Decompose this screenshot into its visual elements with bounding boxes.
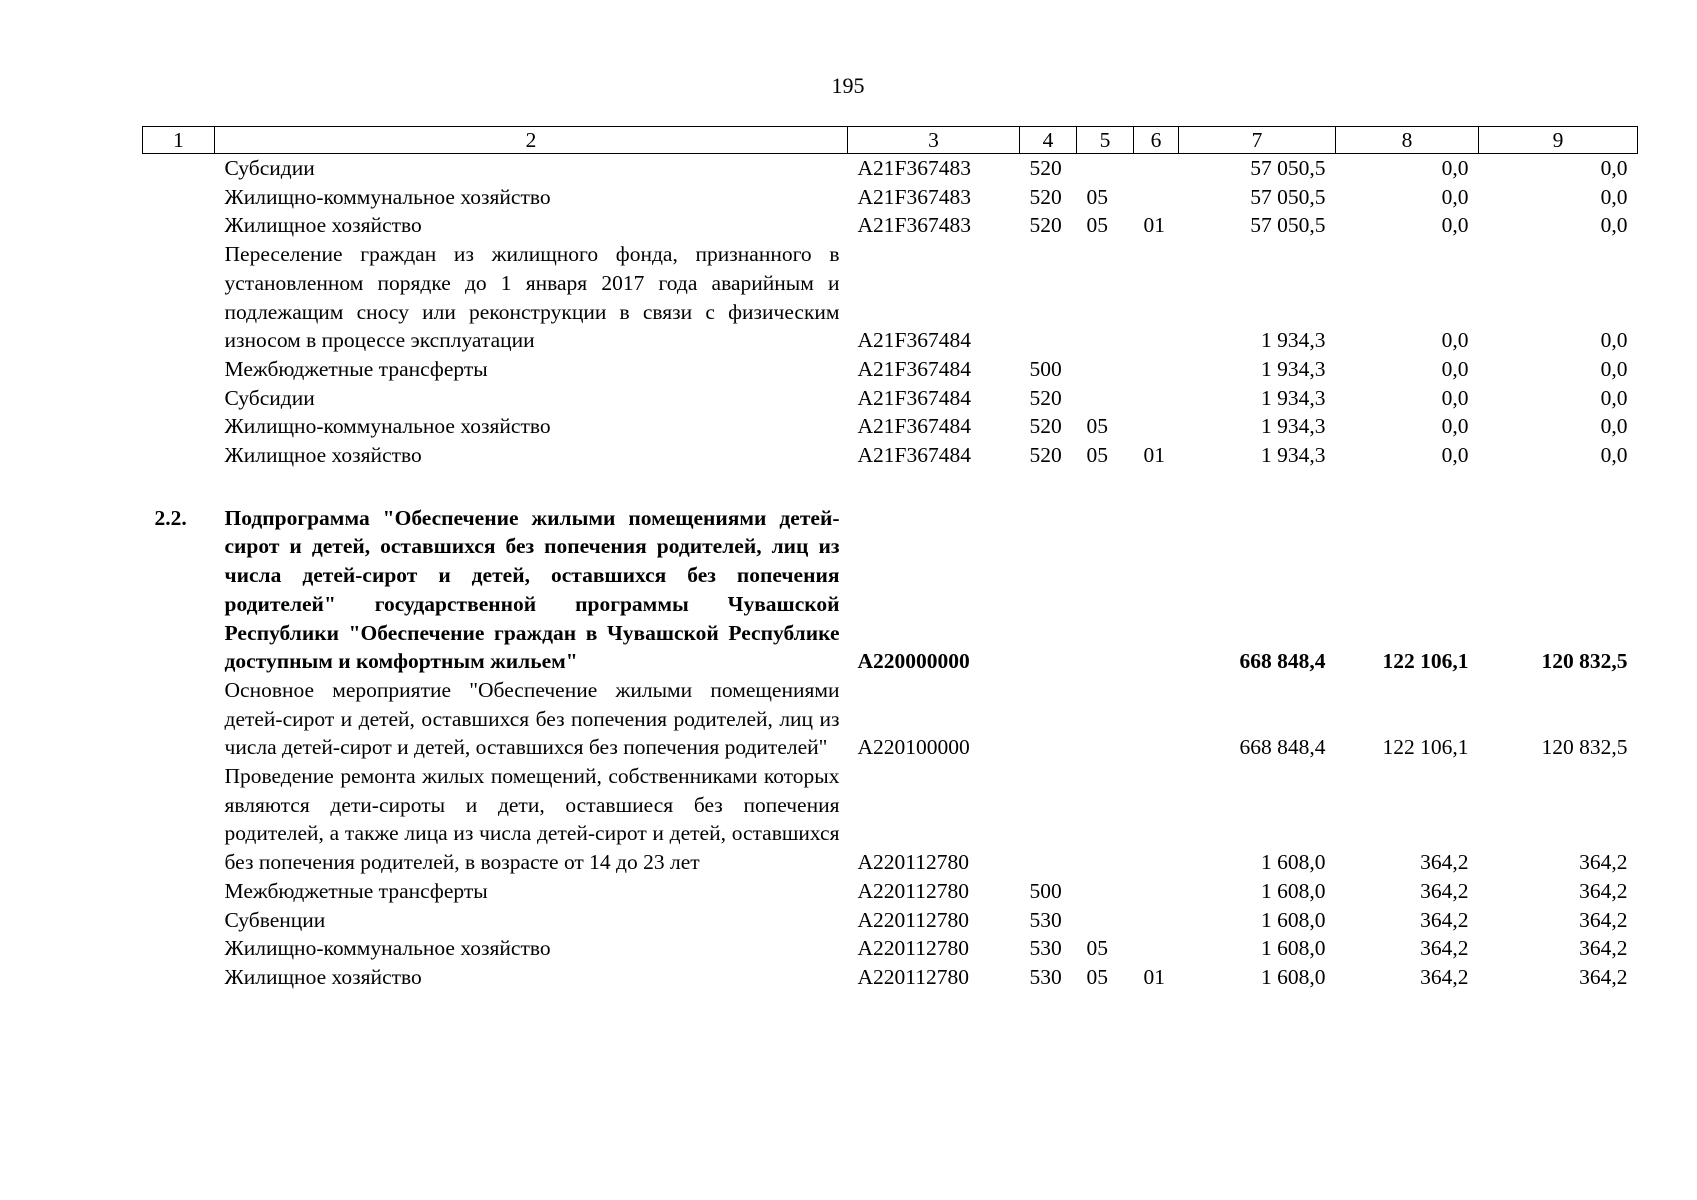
row-expense-type xyxy=(1020,676,1077,762)
row-amount-col7: 57 050,5 xyxy=(1250,213,1326,238)
row-name: Жилищно-коммунальное хозяйство xyxy=(224,184,551,209)
row-code: А220000000 xyxy=(857,649,970,674)
row-amount-col8: 364,2 xyxy=(1420,878,1469,903)
row-amount-col8: 0,0 xyxy=(1441,385,1469,410)
table-row xyxy=(143,384,1638,413)
row-expense-type: 520 xyxy=(1029,443,1062,468)
row-subsection xyxy=(1134,676,1179,762)
row-amount-col8: 0,0 xyxy=(1441,414,1469,439)
row-amount-col7: 1 934,3 xyxy=(1261,414,1326,439)
row-amount-col9: 120 832,5 xyxy=(1541,649,1628,674)
row-amount-col7: 57 050,5 xyxy=(1250,184,1326,209)
table-body xyxy=(143,154,1638,992)
table-row xyxy=(143,762,1638,877)
row-amount-col7: 668 848,4 xyxy=(1239,649,1326,674)
row-amount-col7: 1 608,0 xyxy=(1261,964,1326,989)
column-number-row xyxy=(143,127,1638,154)
row-expense-type: 520 xyxy=(1029,385,1062,410)
row-name: Межбюджетные трансферты xyxy=(224,878,488,903)
row-expense-type xyxy=(1020,504,1077,676)
row-name: Переселение граждан из жилищного фонда, признанного в установленном порядке до 1 января 2017 года аварийным и подлежащим сносу или реконструкции в связи с физическим износом в процессе эксплуатации xyxy=(224,242,840,353)
row-amount-col8: 364,2 xyxy=(1420,936,1469,961)
column-number-8: 8 xyxy=(1336,127,1479,154)
row-number xyxy=(143,441,215,470)
row-amount-col8: 122 106,1 xyxy=(1382,649,1469,674)
spacer-cell xyxy=(143,470,1638,504)
row-amount-col7: 57 050,5 xyxy=(1250,156,1326,180)
column-number-3: 3 xyxy=(848,127,1020,154)
row-name: Жилищное хозяйство xyxy=(224,964,422,989)
row-amount-col9: 364,2 xyxy=(1579,936,1628,961)
row-amount-col9: 0,0 xyxy=(1600,213,1628,238)
column-number-2: 2 xyxy=(215,127,848,154)
row-expense-type: 520 xyxy=(1029,213,1062,238)
row-amount-col7: 1 608,0 xyxy=(1261,907,1326,932)
row-expense-type xyxy=(1020,240,1077,355)
row-code: А21F367484 xyxy=(857,443,971,468)
column-number-9: 9 xyxy=(1479,127,1638,154)
table-row xyxy=(143,676,1638,762)
row-name: Жилищно-коммунальное хозяйство xyxy=(224,936,551,961)
row-amount-col9: 364,2 xyxy=(1579,907,1628,932)
table-header xyxy=(143,127,1638,154)
row-amount-col8: 364,2 xyxy=(1420,964,1469,989)
row-number xyxy=(143,676,215,762)
row-code: А220112780 xyxy=(857,964,969,989)
row-subsection xyxy=(1134,154,1179,183)
row-name: Проведение ремонта жилых помещений, собственниками которых являются дети-сироты и дети, оставшиеся без попечения родителей, а также лица из числа детей-сирот и детей, оставшихся без попечения родителей, в возрасте от 14 до 23 лет xyxy=(224,764,840,875)
row-subsection xyxy=(1134,355,1179,384)
row-name: Основное мероприятие "Обеспечение жилыми помещениями детей-сирот и детей, оставшихся без попечения родителей, лиц из числа детей-сирот и детей, оставшихся без попечения родителей" xyxy=(224,677,840,760)
row-amount-col8: 0,0 xyxy=(1441,156,1469,180)
row-expense-type: 500 xyxy=(1029,878,1062,903)
column-number-1: 1 xyxy=(143,127,215,154)
table-row xyxy=(143,183,1638,212)
row-code: А220112780 xyxy=(857,850,969,875)
row-amount-col8: 364,2 xyxy=(1420,907,1469,932)
row-subsection xyxy=(1134,183,1179,212)
row-amount-col7: 1 608,0 xyxy=(1261,878,1326,903)
row-code: А21F367484 xyxy=(857,328,971,353)
row-amount-col8: 0,0 xyxy=(1441,443,1469,468)
row-subsection xyxy=(1134,762,1179,877)
row-section: 05 xyxy=(1086,964,1108,989)
spacer-row xyxy=(143,470,1638,504)
row-section: 05 xyxy=(1086,184,1108,209)
row-section xyxy=(1077,504,1134,676)
table-row xyxy=(143,934,1638,963)
row-amount-col7: 668 848,4 xyxy=(1239,735,1326,760)
row-amount-col8: 122 106,1 xyxy=(1382,735,1469,760)
row-amount-col9: 364,2 xyxy=(1579,878,1628,903)
row-section xyxy=(1077,906,1134,935)
row-code: А220100000 xyxy=(857,735,970,760)
row-number xyxy=(143,355,215,384)
row-number xyxy=(143,412,215,441)
row-amount-col9: 0,0 xyxy=(1600,356,1628,381)
row-section: 05 xyxy=(1086,414,1108,439)
row-expense-type: 520 xyxy=(1029,184,1062,209)
row-expense-type: 500 xyxy=(1029,356,1062,381)
row-amount-col7: 1 608,0 xyxy=(1261,936,1326,961)
table-row xyxy=(143,963,1638,992)
column-number-4: 4 xyxy=(1020,127,1077,154)
table-row xyxy=(143,355,1638,384)
row-code: А21F367483 xyxy=(857,184,971,209)
row-amount-col9: 0,0 xyxy=(1600,184,1628,209)
row-name: Субсидии xyxy=(224,385,315,410)
row-section xyxy=(1077,676,1134,762)
row-amount-col8: 0,0 xyxy=(1441,328,1469,353)
row-expense-type xyxy=(1020,762,1077,877)
row-code: А220112780 xyxy=(857,878,969,903)
column-number-6: 6 xyxy=(1134,127,1179,154)
row-amount-col9: 364,2 xyxy=(1579,850,1628,875)
row-amount-col7: 1 934,3 xyxy=(1261,328,1326,353)
row-number xyxy=(143,240,215,355)
row-expense-type: 530 xyxy=(1029,964,1062,989)
row-number xyxy=(143,154,215,183)
row-amount-col9: 0,0 xyxy=(1600,385,1628,410)
row-section: 05 xyxy=(1086,936,1108,961)
row-number xyxy=(143,877,215,906)
row-amount-col9: 120 832,5 xyxy=(1541,735,1628,760)
row-section xyxy=(1077,762,1134,877)
table-row xyxy=(143,240,1638,355)
row-number xyxy=(143,762,215,877)
row-number xyxy=(143,211,215,240)
row-subsection xyxy=(1134,906,1179,935)
row-section xyxy=(1077,154,1134,183)
row-subsection xyxy=(1134,412,1179,441)
row-name: Межбюджетные трансферты xyxy=(224,356,488,381)
row-name: Жилищно-коммунальное хозяйство xyxy=(224,414,551,439)
row-amount-col8: 0,0 xyxy=(1441,184,1469,209)
column-number-7: 7 xyxy=(1179,127,1336,154)
row-section: 05 xyxy=(1086,213,1108,238)
row-code: А21F367484 xyxy=(857,385,971,410)
row-number xyxy=(143,183,215,212)
row-name: Жилищное хозяйство xyxy=(224,213,422,238)
row-amount-col9: 364,2 xyxy=(1579,964,1628,989)
row-number: 2.2. xyxy=(154,505,187,530)
row-subsection xyxy=(1134,877,1179,906)
row-amount-col8: 0,0 xyxy=(1441,356,1469,381)
row-number xyxy=(143,963,215,992)
table-row xyxy=(143,877,1638,906)
row-code: А220112780 xyxy=(857,907,969,932)
row-code: А21F367484 xyxy=(857,356,971,381)
table-row xyxy=(143,211,1638,240)
row-amount-col7: 1 934,3 xyxy=(1261,356,1326,381)
row-subsection: 01 xyxy=(1143,443,1165,468)
row-section xyxy=(1077,877,1134,906)
row-number xyxy=(143,934,215,963)
row-amount-col9: 0,0 xyxy=(1600,443,1628,468)
table-row xyxy=(143,906,1638,935)
row-expense-type: 520 xyxy=(1029,414,1062,439)
row-section xyxy=(1077,384,1134,413)
column-number-5: 5 xyxy=(1077,127,1134,154)
row-amount-col8: 364,2 xyxy=(1420,850,1469,875)
row-code: А21F367483 xyxy=(857,156,971,180)
row-amount-col9: 0,0 xyxy=(1600,328,1628,353)
row-amount-col7: 1 934,3 xyxy=(1261,385,1326,410)
table-row xyxy=(143,154,1638,183)
row-subsection xyxy=(1134,240,1179,355)
row-section: 05 xyxy=(1086,443,1108,468)
row-code: А21F367484 xyxy=(857,414,971,439)
row-subsection: 01 xyxy=(1143,213,1165,238)
table-row xyxy=(143,412,1638,441)
page-number: 195 xyxy=(831,73,865,98)
row-amount-col9: 0,0 xyxy=(1600,414,1628,439)
row-number xyxy=(143,906,215,935)
row-subsection: 01 xyxy=(1143,964,1165,989)
table-row xyxy=(143,504,1638,676)
budget-table xyxy=(142,126,1638,992)
row-amount-col8: 0,0 xyxy=(1441,213,1469,238)
row-code: А220112780 xyxy=(857,936,969,961)
row-expense-type: 530 xyxy=(1029,907,1062,932)
row-expense-type: 520 xyxy=(1029,156,1062,180)
row-expense-type: 530 xyxy=(1029,936,1062,961)
row-number xyxy=(143,384,215,413)
row-section xyxy=(1077,240,1134,355)
row-subsection xyxy=(1134,934,1179,963)
row-subsection xyxy=(1134,504,1179,676)
row-amount-col7: 1 934,3 xyxy=(1261,443,1326,468)
row-subsection xyxy=(1134,384,1179,413)
row-name: Субсидии xyxy=(224,156,315,180)
row-name: Жилищное хозяйство xyxy=(224,443,422,468)
row-code: А21F367483 xyxy=(857,213,971,238)
row-amount-col7: 1 608,0 xyxy=(1261,850,1326,875)
row-amount-col9: 0,0 xyxy=(1600,156,1628,180)
row-name: Субвенции xyxy=(224,907,326,932)
row-section xyxy=(1077,355,1134,384)
row-name: Подпрограмма "Обеспечение жилыми помещениями детей-сирот и детей, оставшихся без попечения родителей, лиц из числа детей-сирот и детей, оставшихся без попечения родителей" государственной программы Чувашской Республики "Обеспечение граждан в Чувашской Республике доступным и комфортным жильем" xyxy=(224,505,840,674)
table-row xyxy=(143,441,1638,470)
